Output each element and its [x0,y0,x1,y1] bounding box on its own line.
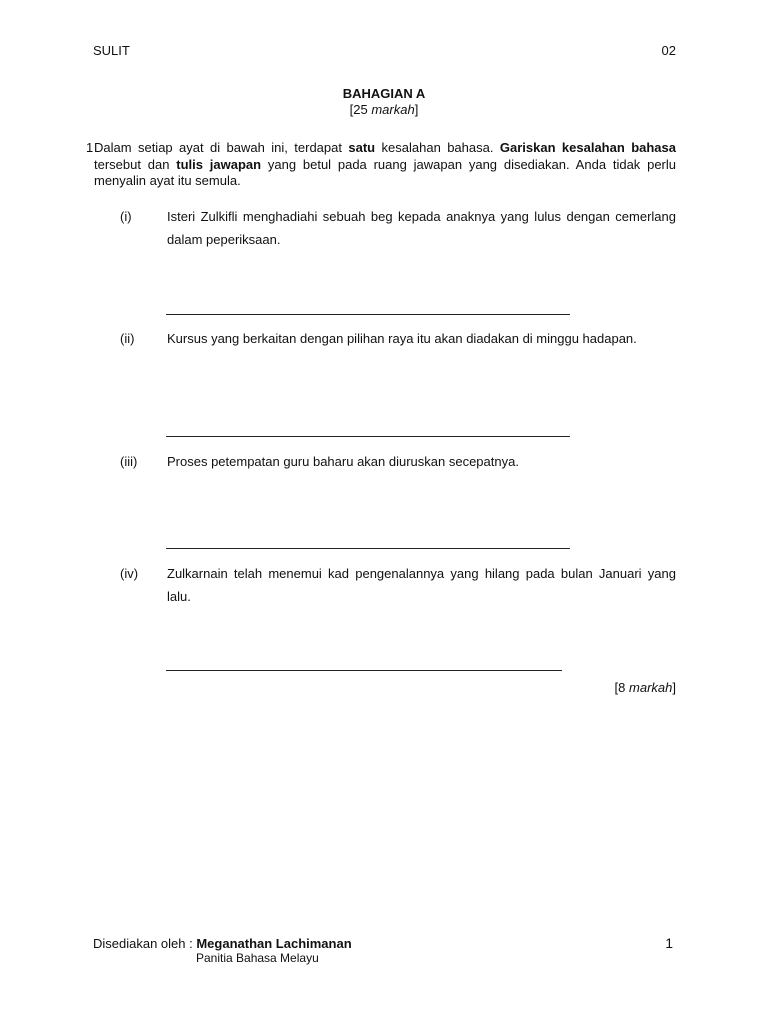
question-label: (iii) [120,454,138,469]
instruction-text: Dalam setiap ayat di bawah ini, terdapat satu kesalahan bahasa. Gariskan kesalahan bahasa tersebut dan tulis jawapan yang betul pada ruang jawapan yang disediakan. Anda tidak perlu menyalin ayat itu semula. [94,140,677,188]
answer-line [166,314,570,315]
question-text: Kursus yang berkaitan dengan pilihan raya itu akan diadakan di minggu hadapan. [167,331,637,346]
answer-line [166,436,570,437]
question-label: (iv) [120,566,139,581]
page-number: 1 [665,935,673,951]
footer-prepared-by: Disediakan oleh : Meganathan Lachimanan [93,936,352,951]
question-text: Isteri Zulkifli menghadiahi sebuah beg kepada anaknya yang lulus dengan cemerlang dalam peperiksaan. [167,209,676,247]
header-left-label: SULIT [93,43,130,58]
total-marks: [8 markah] [614,680,676,695]
question-text: Proses petempatan guru baharu akan diuruskan secepatnya. [167,454,519,469]
question-number: 1 [86,140,94,155]
question-text: Zulkarnain telah menemui kad pengenalannya yang hilang pada bulan Januari yang lalu. [167,566,676,604]
header-right-code: 02 [661,43,676,58]
answer-line [166,548,570,549]
question-label: (i) [120,209,132,224]
question-label: (ii) [120,331,135,346]
footer-panel: Panitia Bahasa Melayu [196,951,319,965]
answer-line [166,670,562,671]
section-title: BAHAGIAN A [342,86,426,101]
section-marks: [25 markah] [349,102,419,117]
